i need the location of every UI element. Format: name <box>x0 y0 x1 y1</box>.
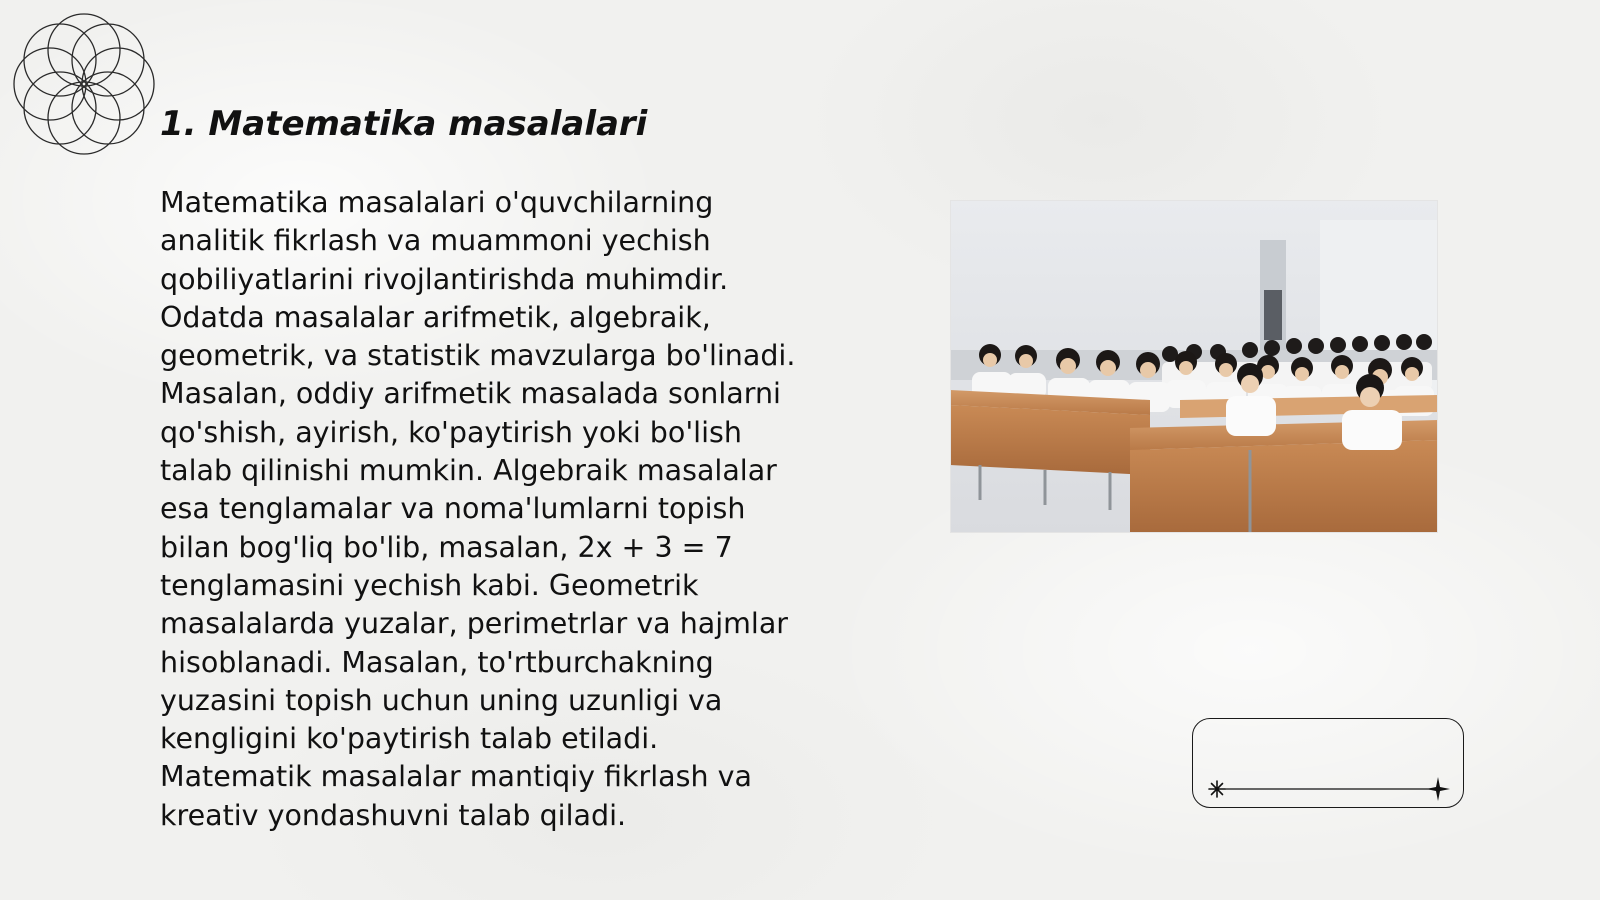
paragraph-line: talab qilinishi mumkin. Algebraik masalalar <box>160 454 777 488</box>
paragraph-line: yuzasini topish uchun uning uzunligi va <box>160 683 723 717</box>
paragraph-line: kengligini ko'paytirish talab etiladi. <box>160 722 659 756</box>
paragraph-line: esa tenglamalar va noma'lumlarni topish <box>160 492 746 526</box>
paragraph-line: geometrik, va statistik mavzularga bo'linadi. <box>160 339 796 373</box>
slide-title: 1. Matematika masalalari <box>160 104 648 144</box>
slide-paragraph <box>160 184 840 835</box>
sparkle-icon <box>1426 777 1450 801</box>
paragraph-line: hisoblanadi. Masalan, to'rtburchakning <box>160 645 714 679</box>
paragraph-line: Matematik masalalar mantiqiy fikrlash va <box>160 760 752 794</box>
paragraph-line: Matematika masalalari o'quvchilarning <box>160 186 714 219</box>
interlocking-circles-icon <box>10 10 158 158</box>
decorative-frame <box>1192 718 1464 808</box>
paragraph-line: bilan bog'liq bo'lib, masalan, 2x + 3 = 7 <box>160 530 733 564</box>
paragraph-line: qo'shish, ayirish, ko'paytirish yoki bo'lish <box>160 415 742 449</box>
paragraph-line: tenglamasini yechish kabi. Geometrik <box>160 568 699 602</box>
paragraph-line: kreativ yondashuvni talab qiladi. <box>160 798 627 832</box>
paragraph-line: qobiliyatlarini rivojlantirishda muhimdir. <box>160 262 729 296</box>
paragraph-line: masalalarda yuzalar, perimetrlar va hajmlar <box>160 607 789 641</box>
paragraph-line: Masalan, oddiy arifmetik masalada sonlarni <box>160 377 781 411</box>
paragraph-line: Odatda masalalar arifmetik, algebraik, <box>160 300 711 334</box>
asterisk-icon <box>1209 781 1225 797</box>
paragraph-line: analitik fikrlash va muammoni yechish <box>160 224 711 258</box>
classroom-students-photo <box>950 200 1438 533</box>
